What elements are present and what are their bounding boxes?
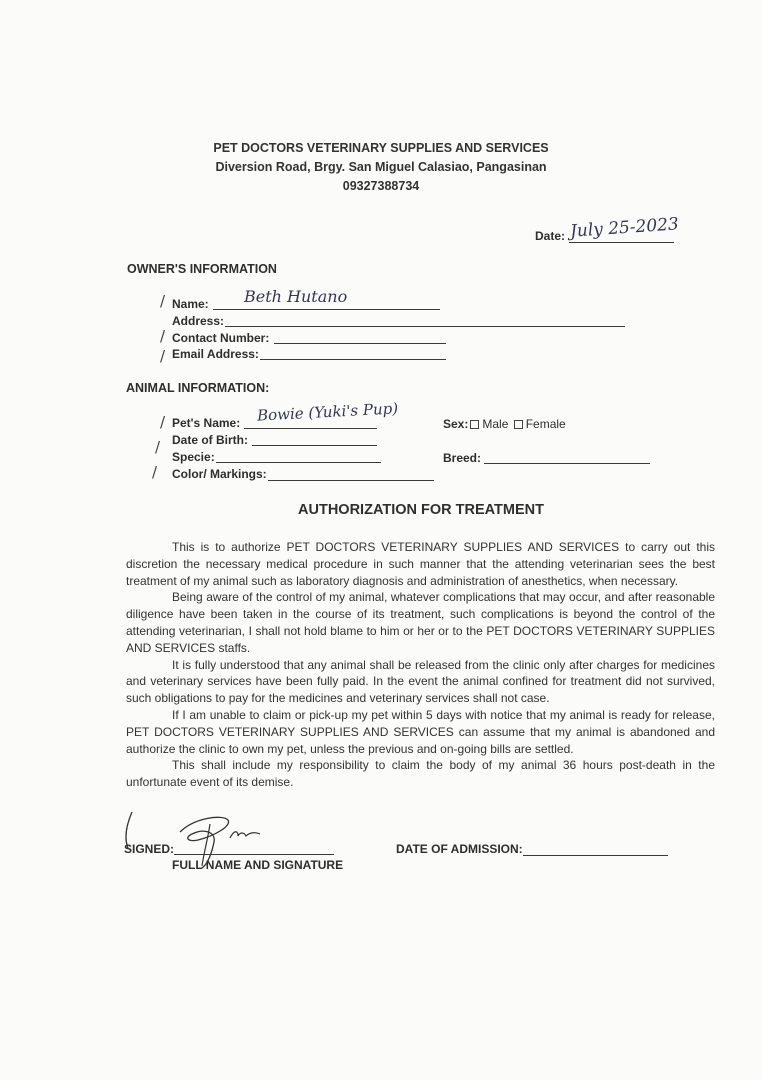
check-mark-icon: / (160, 327, 166, 345)
dob-line[interactable] (252, 445, 377, 446)
dob-label: Date of Birth: (172, 433, 248, 447)
animal-section-title: ANIMAL INFORMATION: (126, 381, 270, 395)
sex-field (443, 417, 566, 431)
clinic-phone: 09327388734 (342, 179, 420, 193)
authorization-paragraph: This is to authorize PET DOCTORS VETERINARY SUPPLIES AND SERVICES to carry out this discretion the necessary medical procedure in such manner that the attending veterinarian sees the best treatment of my animal such as laboratory diagnosis and administration of anesthetics, when necessary. (126, 540, 715, 588)
pet-name-value[interactable]: Bowie (Yuki's Pup) (256, 399, 399, 425)
owner-email-line[interactable] (260, 359, 446, 360)
breed-line[interactable] (484, 463, 650, 464)
specie-label: Specie: (172, 450, 215, 464)
female-checkbox[interactable] (514, 420, 523, 429)
owner-name-line (213, 309, 440, 310)
pet-name-line (244, 428, 377, 429)
authorization-paragraph: This shall include my responsibility to claim the body of my animal 36 hours post-death in the unfortunate event of its demise. (126, 758, 715, 790)
clinic-address: Diversion Road, Brgy. San Miguel Calasiao, Pangasinan (215, 160, 547, 174)
date-line (569, 242, 674, 243)
check-mark-icon: / (160, 292, 166, 310)
male-checkbox[interactable] (470, 420, 479, 429)
authorization-paragraph: Being aware of the control of my animal, whatever complications that may occur, and after reasonable diligence have been taken in the course of its treatment, such complications is beyond the control of the attending veterinarian, I shall not hold blame to him or her or to the PET DOCTORS VETERINARY SUPPLIES AND SERVICES staffs. (126, 590, 715, 655)
date-value[interactable]: July 25-2023 (569, 214, 680, 242)
check-mark-icon: / (152, 463, 158, 481)
check-mark-icon: / (160, 413, 166, 431)
female-option-label: Female (525, 417, 566, 431)
owner-contact-label: Contact Number: (172, 331, 270, 345)
authorization-body (126, 539, 715, 791)
specie-line[interactable] (216, 462, 381, 463)
owner-contact-line[interactable] (274, 343, 446, 344)
authorization-paragraph: If I am unable to claim or pick-up my pet within 5 days with notice that my animal is ready for release, PET DOCTORS VETERINARY SUPPLIES AND SERVICES can assume that my animal is abandoned and authorize the clinic to own my pet, unless the previous and on-going bills are settled. (126, 707, 715, 756)
owner-section-title: OWNER'S INFORMATION (127, 262, 277, 276)
date-of-admission-label: DATE OF ADMISSION: (396, 842, 523, 856)
owner-name-value[interactable]: Beth Hutano (244, 287, 348, 306)
date-label: Date: (535, 229, 566, 243)
male-option-label: Male (482, 417, 509, 431)
pet-name-label: Pet's Name: (172, 416, 241, 430)
color-markings-line[interactable] (268, 480, 434, 481)
signature-line[interactable] (174, 854, 334, 855)
check-mark-icon: / (160, 347, 166, 365)
check-mark-icon: / (155, 438, 161, 456)
color-markings-label: Color/ Markings: (172, 467, 267, 481)
signed-label: SIGNED: (124, 842, 175, 856)
owner-address-line[interactable] (225, 326, 625, 327)
owner-email-label: Email Address: (172, 347, 259, 361)
date-of-admission-line[interactable] (523, 855, 668, 856)
signature-caption: FULL NAME AND SIGNATURE (172, 858, 344, 872)
authorization-paragraph: It is fully understood that any animal shall be released from the clinic only after charges for medicines and veterinary services have been fully paid. In the event the animal confined for treatment did not survived, such obligations to pay for the medicines and veterinary services shall not case. (126, 657, 715, 706)
clinic-name: PET DOCTORS VETERINARY SUPPLIES AND SERVICES (213, 141, 549, 155)
sex-label: Sex: (443, 417, 469, 431)
authorization-title: AUTHORIZATION FOR TREATMENT (298, 502, 544, 518)
owner-name-label: Name: (172, 297, 209, 311)
owner-address-label: Address: (172, 314, 225, 328)
breed-label: Breed: (443, 451, 482, 465)
